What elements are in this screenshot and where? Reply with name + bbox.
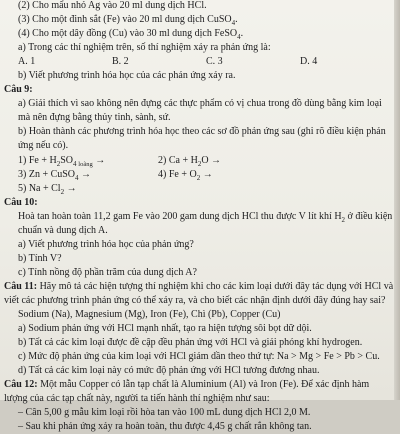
page-edge-shadow xyxy=(394,0,400,400)
q8-part-a: a) Trong các thí nghiệm trên, số thí nghiệm xảy ra phản ứng là: xyxy=(18,42,271,54)
q10-title: Câu 10: xyxy=(4,196,38,208)
q8-item-3: (3) Cho một đinh sắt (Fe) vào 20 ml dung dịch CuSO$_4$. xyxy=(18,14,238,28)
q9-equation-1: 1) $Fe + H_2SO_{4 loãng}$ → xyxy=(18,154,106,168)
q12-step-1: – Cân 5,00 g mẫu kim loại rồi hòa tan vào 100 mL dung dịch HCl 2,0 M. xyxy=(18,407,311,419)
q10-part-c: c) Tính nồng độ phần trăm của dung dịch A? xyxy=(18,266,197,278)
q8-item-4: (4) Cho một dây đồng (Cu) vào 30 ml dung dịch FeSO$_4$. xyxy=(18,28,244,42)
q11-statement-a: a) Sodium phản ứng với HCl mạnh nhất, tạo ra hiện tượng sôi bọt dữ dội. xyxy=(18,323,312,335)
q9-equation-row-1 xyxy=(4,154,394,168)
q12-stem: Câu 12: Một mẫu Copper có lẫn tạp chất là Aluminium (Al) và Iron (Fe). Để xác định hàm lượng của các tạp chất này, người ta tiến hành thí nghiệm như sau: xyxy=(4,379,370,405)
q9-part-a: a) Giải thích vì sao không nên đựng các thực phẩm có vị chua trong đồ dùng bằng kim loại mà nên đựng bằng thủy tinh, sành, sứ. xyxy=(18,98,382,124)
q8-option-b: B. 2 xyxy=(112,56,129,68)
q10-part-b: b) Tính V? xyxy=(18,252,62,264)
q8-item-2: (2) Cho mẩu nhỏ Ag vào 20 ml dung dịch HCl. xyxy=(18,0,207,11)
q8-option-c: C. 3 xyxy=(206,56,223,68)
q9-equation-2: 2) $Ca + H_2O$ → xyxy=(158,154,222,168)
q9-equation-5: 5) $Na + Cl_2$ → xyxy=(18,182,77,196)
q9-part-b: b) Hoàn thành các phương trình hóa học theo các sơ đồ phản ứng sau (ghi rõ điều kiện phản ứng nếu có). xyxy=(18,126,386,152)
q12-step-2: – Sau khi phản ứng xảy ra hoàn toàn, thu được 4,45 g chất rắn không tan. xyxy=(18,421,312,433)
q9-title: Câu 9: xyxy=(4,84,33,96)
q9-equation-4: 4) $Fe + O_2$ → xyxy=(158,168,213,182)
worksheet-content xyxy=(4,0,394,434)
q8-option-d: D. 4 xyxy=(300,56,318,68)
q8-options xyxy=(4,55,394,69)
q9-equation-row-2 xyxy=(4,168,394,182)
q11-statement-d: d) Tất cả các kim loại này có mức độ phản ứng với HCl tương đương nhau. xyxy=(18,365,320,377)
q8-part-b: b) Viết phương trình hóa học của các phản ứng xảy ra. xyxy=(18,70,236,82)
q9-equation-3: 3) Zn + CuSO$_4$ → xyxy=(18,168,92,182)
q10-part-a: a) Viết phương trình hóa học của phản ứng? xyxy=(18,238,194,250)
q11-statement-b: b) Tất cả các kim loại được đề cập đều phản ứng với HCl và giải phóng khí hydrogen. xyxy=(18,337,363,349)
q8-option-a: A. 1 xyxy=(18,56,36,68)
q11-stem: Câu 11: Hãy mô tả các hiện tượng thí nghiệm khi cho các kim loại dưới đây tác dụng với HCl và viết các phương trình phản ứng có thể xảy ra, và cho biết các nhận định dưới đây đúng hay sai? xyxy=(4,280,394,306)
q11-metals-list: Sodium (Na), Magnesium (Mg), Iron (Fe), Chì (Pb), Copper (Cu) xyxy=(18,309,281,321)
q9-equation-row-3 xyxy=(4,182,394,196)
q10-stem: Hoà tan hoàn toàn 11,2 gam Fe vào 200 gam dung dịch HCl thu được V lít khí $H_2$ ở điều kiện chuẩn và dung dịch A. xyxy=(18,210,393,236)
q11-statement-c: c) Mức độ phản ứng của kim loại với HCl giảm dần theo thứ tự: Na > Mg > Fe > Pb > Cu. xyxy=(18,351,380,363)
